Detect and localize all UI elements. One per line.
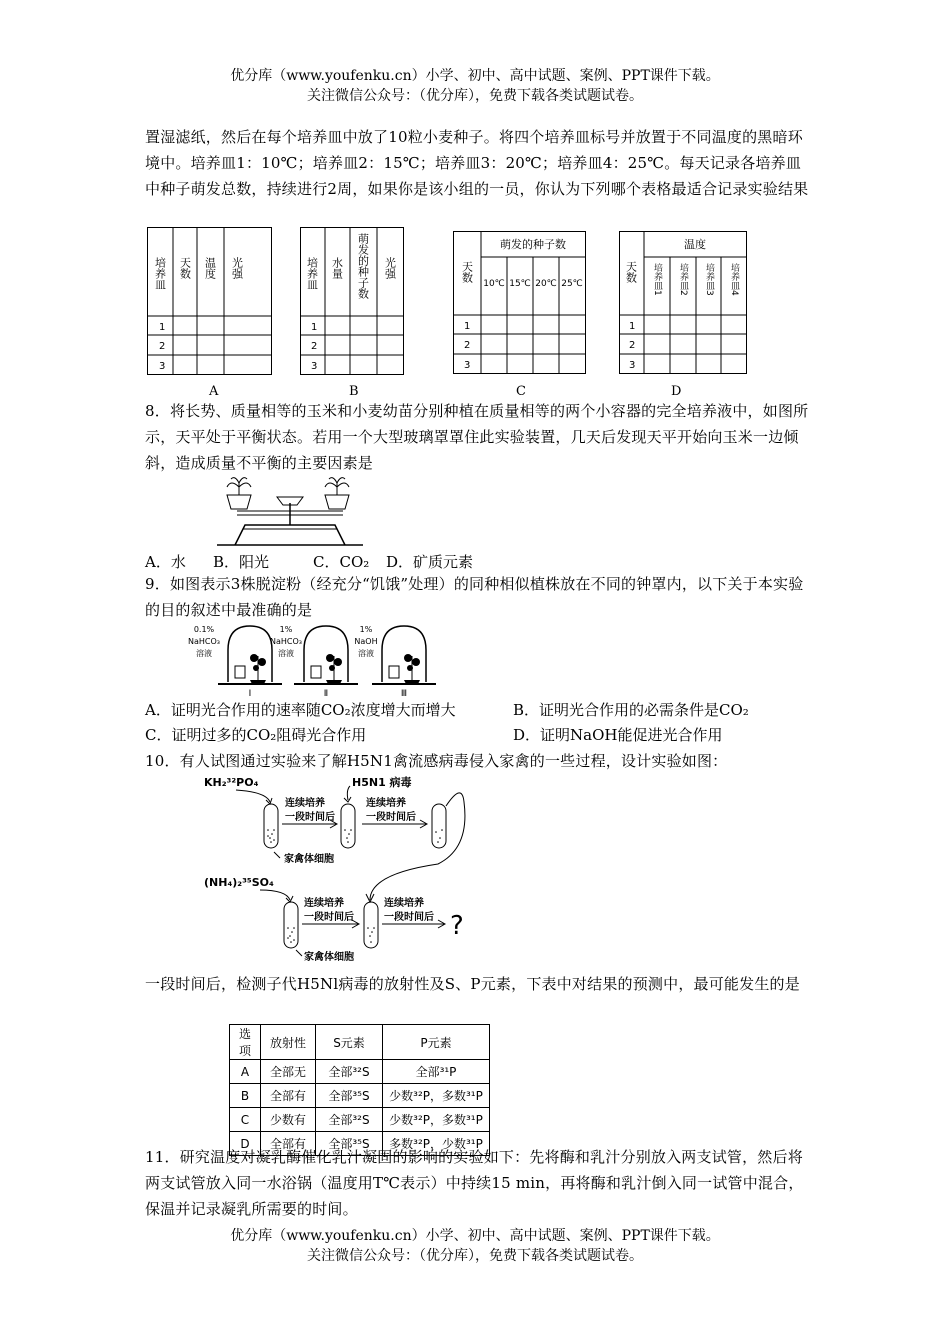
table-b-header-4: 光强 [383,257,397,279]
cell: 少数有 [261,1108,316,1132]
table-a-header-4: 光强 [230,257,244,279]
q10-text: 10．有人试图通过实验来了解H5N1禽流感病毒侵入家禽的一些过程，设计实验如图： [145,752,728,770]
jar-1-conc: 0.1% [193,625,215,634]
table-row [230,1025,490,1060]
header-line-1: 优分库（www.youfenku.cn）小学、初中、高中试题、案例、PPT课件下载。 [230,68,720,84]
jar-2-chem: NaHCO₃ [270,637,302,646]
jar-2-liquid: 溶液 [278,649,294,658]
table-row [230,1084,490,1108]
step2-label-a: 一段时间后 [285,812,335,823]
header-line-2: 关注微信公众号：（优分库），免费下载各类试题试卷。 [307,88,643,104]
bell-jar-1 [188,625,282,699]
table-d-col-1: 培养皿1 [652,263,662,296]
table-c-col-4: 25℃ [561,279,583,289]
q9-option-b: B．证明光合作用的必需条件是CO₂ [513,701,749,719]
jar-3-conc: 1% [359,625,373,634]
cell: 全部有 [261,1084,316,1108]
table-c-row-2: 2 [464,340,471,351]
jar-3-liquid: 溶液 [358,649,374,658]
q11-text: 11．研究温度对凝乳酶催化乳汁凝固的影响的实验如下：先将酶和乳汁分别放入两支试管，然后将两支试管放入同一水浴锅（温度用T℃表示）中持续15 min，再将酶和乳汁倒入同一试管中混合，保温并记录凝乳所需要的时间。 [145,1148,804,1218]
jar-3-num: Ⅲ [400,689,408,699]
cell: 全部³⁵S [316,1132,383,1156]
table-d-label: D [671,384,682,399]
table-b-label: B [349,384,359,399]
table-d-col-3: 培养皿3 [704,263,714,296]
table-c [453,231,586,375]
cell: 全部³²S [316,1108,383,1132]
table-a-header-1: 培养皿 [153,257,167,290]
table-c-row-1: 1 [464,321,471,332]
q8-option-d: D．矿质元素 [386,553,474,571]
q9-option-d: D．证明NaOH能促进光合作用 [513,726,723,744]
table-a-row-2: 2 [159,341,166,352]
table-b-header-3: 萌发的种子数 [356,233,370,299]
reagent-2: (NH₄)₂³⁵SO₄ [204,876,274,889]
cell: 多数³²P，少数³¹P [383,1132,490,1156]
q8-option-b: B．阳光 [213,553,270,571]
table-b-row-1: 1 [311,322,318,333]
table-a-row-1: 1 [159,322,166,333]
virus-label: H5N1 病毒 [352,776,412,789]
table-d-group-header: 温度 [684,238,706,251]
table-c-col-3: 20℃ [535,279,557,289]
jar-1-chem: NaHCO₃ [188,637,220,646]
table-b-header-2: 水量 [330,257,344,279]
bell-jar-2 [270,625,358,699]
virus-experiment-diagram [200,772,490,964]
cell: 少数³²P，多数³¹P [383,1084,490,1108]
step2-label-c: 一段时间后 [304,912,354,923]
cell: 全部³²S [316,1060,383,1084]
cell: 全部有 [261,1132,316,1156]
jar-1-num: Ⅰ [248,689,252,699]
footer-line-2: 关注微信公众号：（优分库），免费下载各类试题试卷。 [307,1248,643,1264]
step1-label-c: 连续培养 [304,898,344,909]
table-c-col-1: 10℃ [483,279,505,289]
jar-3-chem: NaOH [354,637,378,646]
table-b-header-1: 培养皿 [305,257,319,290]
th-p-element: P元素 [383,1025,490,1060]
table-b [300,227,404,377]
table-d-corner: 天数 [624,261,638,283]
th-option: 选项 [230,1025,261,1060]
table-a-header-2: 天数 [178,257,192,279]
q9-option-a: A．证明光合作用的速率随CO₂浓度增大而增大 [145,701,456,719]
table-a-label: A [209,384,219,399]
step2-label-d: 一段时间后 [384,912,434,923]
cell: 全部无 [261,1060,316,1084]
q8-text: 8．将长势、质量相等的玉米和小麦幼苗分别种植在质量相等的两个小容器的完全培养液中，如图所示，天平处于平衡状态。若用一个大型玻璃罩罩住此实验装置，几天后发现天平开始向玉米一边倾斜，造成质量不平衡的主要因素是 [145,402,809,472]
q8-option-c: C．CO₂ [313,553,370,571]
step2-label-b: 一段时间后 [366,812,416,823]
q10-result-table [229,1024,490,1156]
jar-1-liquid: 溶液 [196,649,212,658]
cell-label-1: 家禽体细胞 [284,854,334,865]
table-c-corner: 天数 [460,261,474,283]
bell-jar-3 [354,625,436,699]
table-d-row-1: 1 [629,321,636,332]
table-a-row-3: 3 [159,361,166,372]
cell: C [230,1108,261,1132]
table-c-col-2: 15℃ [509,279,531,289]
reagent-1: KH₂³²PO₄ [204,776,259,789]
jar-2-num: Ⅱ [323,689,329,699]
q10-text-2: 一段时间后，检测子代H5Nl病毒的放射性及S、P元素，下表中对结果的预测中，最可能发生的是 [145,975,800,993]
cell: 少数³²P，多数³¹P [383,1108,490,1132]
footer-line-1: 优分库（www.youfenku.cn）小学、初中、高中试题、案例、PPT课件下载。 [230,1228,720,1244]
table-d-col-2: 培养皿2 [678,263,688,296]
th-radioactivity: 放射性 [261,1025,316,1060]
table-a-header-3: 温度 [203,257,217,279]
table-c-label: C [516,384,526,399]
bell-jars-illustration [180,622,440,698]
table-c-group-header: 萌发的种子数 [500,238,566,251]
table-c-row-3: 3 [464,360,471,371]
q8-option-a: A．水 [145,553,186,571]
cell-label-2: 家禽体细胞 [304,952,354,963]
cell: 全部³⁵S [316,1084,383,1108]
cell: A [230,1060,261,1084]
table-b-row-2: 2 [311,341,318,352]
q9-option-c: C．证明过多的CO₂阻碍光合作用 [145,726,367,744]
table-d-row-3: 3 [629,360,636,371]
step1-label-d: 连续培养 [384,898,424,909]
q7-text: 置湿滤纸，然后在每个培养皿中放了10粒小麦种子。将四个培养皿标号并放置于不同温度的黑暗环境中。培养皿1：10℃；培养皿2：15℃；培养皿3：20℃；培养皿4：25℃。每天记录各培养皿中种子萌发总数，持续进行2周，如果你是该小组的一员，你认为下列哪个表格最适合记录实验结果 [145,128,809,198]
table-d-col-4: 培养皿4 [729,263,739,296]
table-a [147,227,272,377]
table-b-row-3: 3 [311,361,318,372]
q9-text: 9．如图表示3株脱淀粉（经充分“饥饿”处理）的同种相似植株放在不同的钟罩内，以下关于本实验的目的叙述中最准确的是 [145,575,804,619]
table-d-row-2: 2 [629,340,636,351]
step1-label-b: 连续培养 [366,798,406,809]
question-mark: ? [450,911,464,941]
cell: D [230,1132,261,1156]
step1-label-a: 连续培养 [285,798,325,809]
cell: 全部³¹P [383,1060,490,1084]
table-row [230,1108,490,1132]
balance-illustration [215,473,365,548]
th-s-element: S元素 [316,1025,383,1060]
table-d [619,231,747,375]
table-row [230,1060,490,1084]
jar-2-conc: 1% [279,625,293,634]
cell: B [230,1084,261,1108]
